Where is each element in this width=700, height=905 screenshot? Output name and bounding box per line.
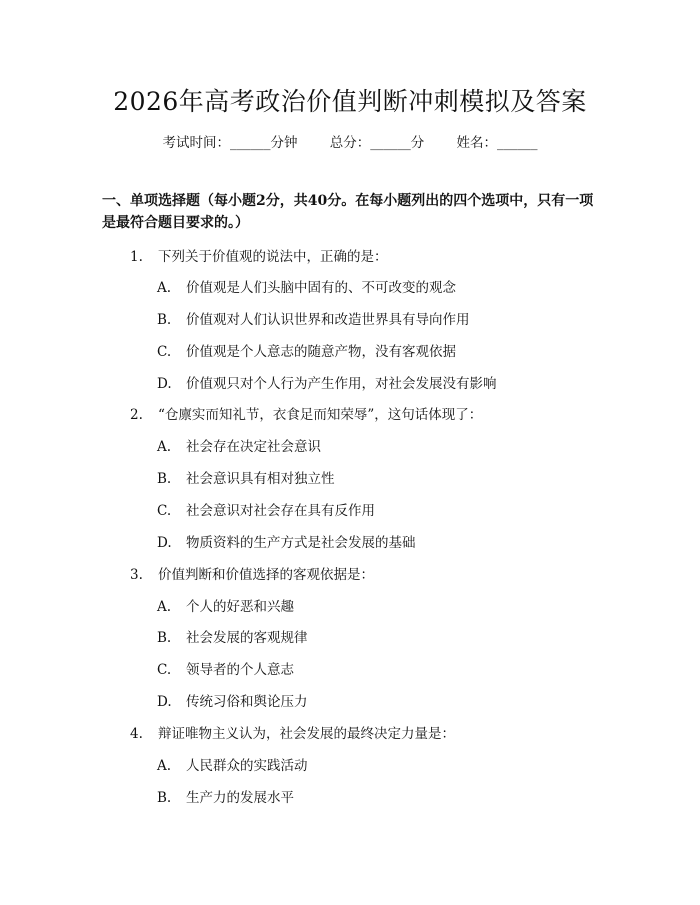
option-text: 社会意识对社会存在具有反作用	[186, 503, 375, 519]
question-3	[130, 563, 374, 583]
question-text: 下列关于价值观的说法中，正确的是：	[158, 249, 388, 265]
question-1-option-a	[157, 276, 456, 296]
option-letter: B.	[157, 790, 172, 806]
option-text: 人民群众的实践活动	[186, 758, 308, 774]
question-2-option-c	[157, 499, 375, 519]
question-3-option-a	[157, 595, 294, 615]
option-letter: D.	[157, 694, 172, 710]
option-letter: C.	[157, 503, 172, 519]
question-2-option-a	[157, 435, 321, 455]
option-text: 价值观对人们认识世界和改造世界具有导向作用	[186, 312, 470, 328]
question-1-option-c	[157, 340, 456, 360]
section-header: 一、单项选择题（每小题2分，共40分。在每小题列出的四个选项中，只有一项是最符合题目要求的。）	[102, 193, 594, 231]
page-title: 2026年高考政治价值判断冲刺模拟及答案	[113, 87, 587, 116]
question-3-option-b	[157, 626, 308, 646]
option-letter: D.	[157, 535, 172, 551]
option-letter: A.	[157, 758, 172, 774]
option-text: 价值观是人们头脑中固有的、不可改变的观念	[186, 280, 456, 296]
option-text: 领导者的个人意志	[186, 662, 294, 678]
option-text: 社会发展的客观规律	[186, 630, 308, 646]
option-letter: C.	[157, 662, 172, 678]
option-text: 生产力的发展水平	[186, 790, 294, 806]
option-letter: D.	[157, 376, 172, 392]
option-text: 社会存在决定社会意识	[186, 439, 321, 455]
option-text: 个人的好恶和兴趣	[186, 599, 294, 615]
question-1-option-b	[157, 308, 470, 328]
exam-time-field: 考试时间：______分钟	[162, 135, 298, 151]
total-score-field: 总分：______分	[329, 135, 425, 151]
option-letter: C.	[157, 344, 172, 360]
question-1	[130, 245, 388, 265]
option-text: 传统习俗和舆论压力	[186, 694, 308, 710]
question-3-option-d	[157, 690, 308, 710]
question-4	[130, 722, 455, 742]
question-2-option-d	[157, 531, 416, 551]
exam-info	[0, 131, 700, 151]
question-number: 1.	[130, 249, 143, 265]
option-text: 价值观是个人意志的随意产物，没有客观依据	[186, 344, 456, 360]
option-letter: A.	[157, 439, 172, 455]
question-4-option-b	[157, 786, 294, 806]
question-4-option-a	[157, 754, 308, 774]
option-text: 价值观只对个人行为产生作用，对社会发展没有影响	[186, 376, 497, 392]
name-field: 姓名：______	[456, 135, 538, 151]
question-text: 价值判断和价值选择的客观依据是：	[158, 567, 374, 583]
option-letter: B.	[157, 471, 172, 487]
question-number: 2.	[130, 407, 143, 423]
question-2-option-b	[157, 467, 335, 487]
question-number: 3.	[130, 567, 143, 583]
question-2	[130, 403, 482, 423]
option-letter: A.	[157, 599, 172, 615]
option-text: 社会意识具有相对独立性	[186, 471, 335, 487]
question-1-option-d	[157, 372, 497, 392]
option-letter: B.	[157, 630, 172, 646]
question-number: 4.	[130, 726, 143, 742]
question-text: “仓廪实而知礼节，衣食足而知荣辱”，这句话体现了：	[158, 407, 483, 423]
question-text: 辩证唯物主义认为，社会发展的最终决定力量是：	[158, 726, 455, 742]
option-letter: A.	[157, 280, 172, 296]
option-text: 物质资料的生产方式是社会发展的基础	[186, 535, 416, 551]
option-letter: B.	[157, 312, 172, 328]
question-3-option-c	[157, 658, 294, 678]
